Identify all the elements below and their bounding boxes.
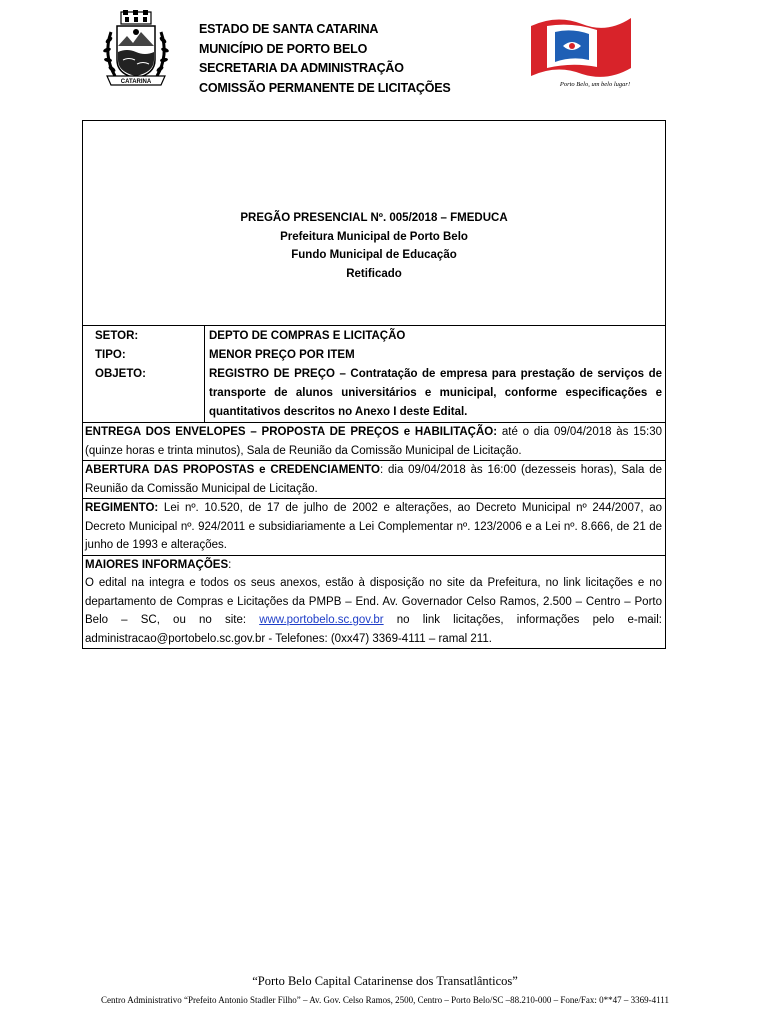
porto-belo-flag-logo bbox=[527, 12, 637, 90]
setor-value: DEPTO DE COMPRAS E LICITAÇÃO bbox=[209, 330, 406, 342]
title-box bbox=[82, 120, 666, 326]
informacoes-heading: MAIORES INFORMAÇÕES bbox=[85, 558, 229, 571]
header-text bbox=[199, 20, 451, 98]
header-secretariat: SECRETARIA DA ADMINISTRAÇÃO bbox=[199, 61, 404, 75]
prefeitura-line: Prefeitura Municipal de Porto Belo bbox=[280, 230, 468, 243]
header-commission: COMISSÃO PERMANENTE DE LICITAÇÕES bbox=[199, 80, 451, 95]
entrega-text: até o dia 09/04/2018 às 15:30 (quinze horas e trinta minutos), Sala de Reunião da Comissão Municipal de Licitação. bbox=[85, 426, 662, 457]
informacoes-colon: : bbox=[228, 558, 232, 571]
footer-motto: “Porto Belo Capital Catarinense dos Transatlânticos” bbox=[252, 974, 518, 988]
municipal-crest-logo bbox=[101, 10, 171, 90]
regimento-heading: REGIMENTO: bbox=[85, 502, 159, 514]
entrega-section bbox=[83, 422, 665, 460]
setor-label: SETOR: bbox=[83, 326, 205, 346]
informacoes-text-after: no link licitações, informações pelo e-mail: administracao@portobelo.sc.gov.br - Telefones: (0xx47) 3369-4111 – ramal 211. bbox=[85, 614, 662, 645]
svg-text:CATARINA: CATARINA bbox=[120, 79, 152, 85]
entrega-heading: ENTREGA DOS ENVELOPES – PROPOSTA DE PREÇOS e HABILITAÇÃO: bbox=[85, 426, 498, 438]
abertura-text: : dia 09/04/2018 às 16:00 (dezesseis horas), Sala de Reunião da Comissão Municipal de Licitação. bbox=[85, 464, 662, 495]
abertura-section bbox=[83, 460, 665, 498]
fundo-line: Fundo Municipal de Educação bbox=[291, 249, 457, 261]
regimento-text: Lei nº. 10.520, de 17 de julho de 2002 e alterações, ao Decreto Municipal nº 244/2007, ao Decreto Municipal nº. 924/2011 e subsidiariamente a Lei Complementar nº. 123/2006 e a Lei nº. 8.666, de 21 de junho de 1993 e alterações. bbox=[85, 502, 662, 551]
title-block bbox=[83, 209, 665, 283]
tipo-label: TIPO: bbox=[83, 346, 205, 365]
pregao-title: PREGÃO PRESENCIAL Nº. 005/2018 – FMEDUCA bbox=[240, 212, 508, 224]
abertura-heading: ABERTURA DAS PROPOSTAS e CREDENCIAMENTO bbox=[85, 464, 381, 476]
tipo-value: MENOR PREÇO POR ITEM bbox=[209, 349, 355, 361]
regimento-section bbox=[83, 498, 665, 555]
informacoes-text: O edital na integra e todos os seus anexos, estão à disposição no site da Prefeitura, no link licitações e no departamento de Compras e Licitações da PMPB – End. Av. Governador Celso Ramos, 2.500 – Centro – Porto Belo – SC, ou no site: bbox=[85, 577, 662, 626]
setor-row bbox=[83, 326, 665, 346]
tipo-row bbox=[83, 346, 665, 365]
objeto-label: OBJETO: bbox=[83, 365, 205, 422]
header-state: ESTADO DE SANTA CATARINA bbox=[199, 22, 379, 36]
retificado-line: Retificado bbox=[346, 267, 402, 280]
informacoes-section bbox=[83, 555, 665, 649]
objeto-row bbox=[83, 365, 665, 422]
website-link[interactable]: www.portobelo.sc.gov.br bbox=[259, 614, 384, 626]
svg-text:Porto Belo, um belo lugar!: Porto Belo, um belo lugar! bbox=[559, 81, 631, 88]
info-table bbox=[82, 325, 666, 649]
objeto-value: REGISTRO DE PREÇO – Contratação de empresa para prestação de serviços de transporte de alunos universitários e municipal, conforme especificações e quantitativos descritos no Anexo I deste Edital. bbox=[209, 368, 662, 418]
footer-address: Centro Administrativo “Prefeito Antonio Stadler Filho” – Av. Gov. Celso Ramos, 2500, Centro – Porto Belo/SC –88.210-000 – Fone/Fax: 0**47 – 3369-4111 bbox=[101, 995, 669, 1005]
header-municipality: MUNICÍPIO DE PORTO BELO bbox=[199, 41, 368, 56]
